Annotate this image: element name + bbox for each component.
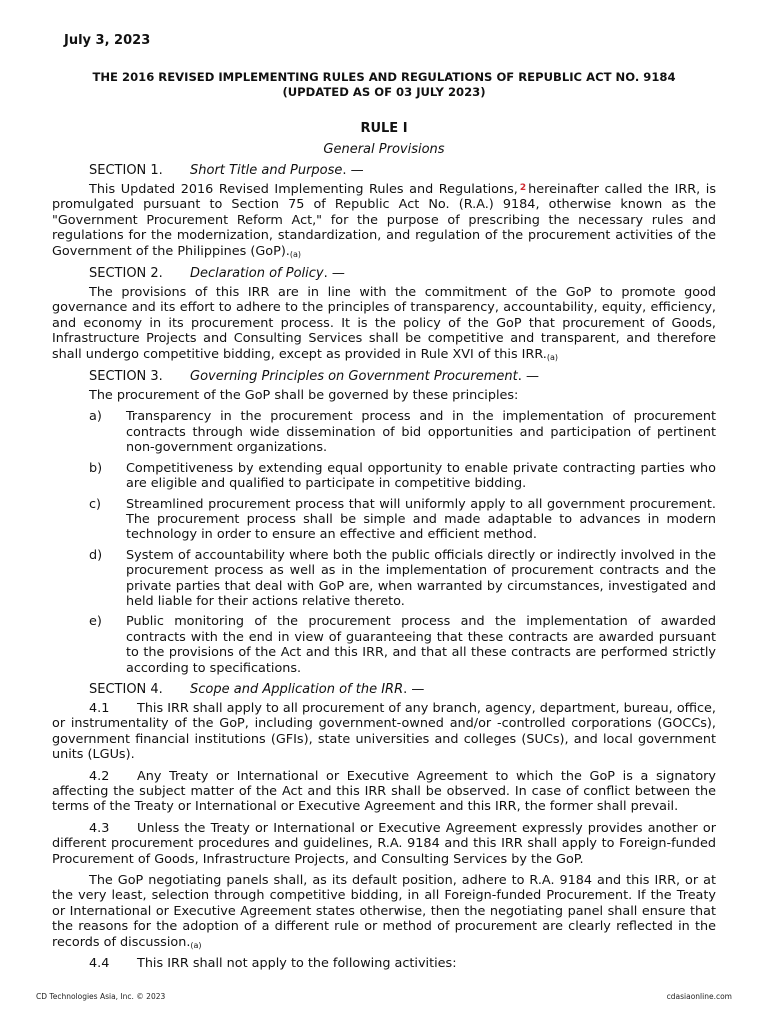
subsection-4-1 xyxy=(52,701,716,763)
section-3-intro xyxy=(52,388,716,403)
annotation: (a) xyxy=(289,249,302,259)
list-text: Streamlined procurement process that will uniformly apply to all government procurement. The procurement process shall be simple and made adaptable to advances in modern technology in order to ensure an effective and efficient method. xyxy=(126,496,716,543)
title-line-2: (UPDATED AS OF 03 JULY 2023) xyxy=(282,84,486,99)
para-text: The provisions of this IRR are in line with the commitment of the GoP to promote good governance and its effort to adhere to the principles of transparency, accountability, equity, efficiency, and economy in its procurement process. It is the policy of the GoP that procurement of Goods, Infrastructure Projects and Consulting Services shall be competitive and transparent, and therefore shall undergo competitive bidding, except as provided in Rule XVI of this IRR. xyxy=(52,285,716,362)
list-marker: d) xyxy=(89,547,103,563)
para-text: The procurement of the GoP shall be governed by these principles: xyxy=(89,388,519,404)
section-title: Short Title and Purpose xyxy=(190,163,343,178)
subsection-4-2 xyxy=(52,769,716,815)
rule-heading: RULE I xyxy=(360,121,408,136)
subsection-number: 4.4 xyxy=(89,956,110,972)
document-date: July 3, 2023 xyxy=(64,33,151,48)
para-text: Unless the Treaty or International or Executive Agreement expressly provides another or different procurement procedures and guidelines, R.A. 9184 and this IRR shall apply to Foreign-funded Procurement of Goods, Infrastructure Projects, and Consulting Services by the GoP. xyxy=(52,820,716,867)
subsection-number: 4.2 xyxy=(89,768,110,784)
section-title: Scope and Application of the IRR xyxy=(190,681,404,697)
section-title: Declaration of Policy xyxy=(190,266,324,282)
document-body xyxy=(52,162,716,977)
list-marker: a) xyxy=(89,409,102,425)
section-label: SECTION 4. xyxy=(89,681,163,697)
section-label: SECTION 2. xyxy=(89,266,163,282)
subsection-4-3 xyxy=(52,821,716,867)
subsection-number: 4.3 xyxy=(89,820,110,836)
annotation: (a) xyxy=(546,352,559,362)
list-item xyxy=(89,409,716,455)
subsection-4-4 xyxy=(52,956,716,971)
section-label: SECTION 1. xyxy=(89,163,163,178)
para-text: This IRR shall apply to all procurement of any branch, agency, department, bureau, office, or instrumentality of the GoP, including government-owned and/or -controlled corporations (GOCCs), government financial institutions (GFIs), state universities and colleges (SUCs), and local government units (LGUs). xyxy=(52,700,716,763)
section-label: SECTION 3. xyxy=(89,369,163,385)
footer-site[interactable]: cdasiaonline.com xyxy=(666,992,732,1001)
list-item xyxy=(89,497,716,543)
para-text: hereinafter called the IRR, is promulgated pursuant to Section 75 of Republic Act No. (R.A.) 9184, otherwise known as the "Government Procurement Reform Act," for the purpose of prescribing the necessary rules and regulations for the modernization, standardization, and regulation of the procurement activities of the Government of the Philippines (GoP). xyxy=(52,182,716,259)
rule-subtitle: General Provisions xyxy=(323,142,445,157)
section-title: Governing Principles on Government Procurement xyxy=(190,369,518,385)
section-3-heading xyxy=(52,368,716,388)
document-title xyxy=(52,70,716,99)
section-dash: . — xyxy=(517,369,539,385)
para-text: This IRR shall not apply to the following activities: xyxy=(137,956,457,972)
section-4-heading xyxy=(52,681,716,701)
list-item xyxy=(89,548,716,610)
list-marker: b) xyxy=(89,460,103,476)
principles-list xyxy=(89,409,716,676)
section-1-heading xyxy=(52,162,716,182)
subsection-number: 4.1 xyxy=(89,700,110,716)
section-2-heading xyxy=(52,265,716,285)
list-text: Transparency in the procurement process and in the implementation of procurement contracts through wide dissemination of bid opportunities and participation of pertinent non-government organizations. xyxy=(126,409,716,456)
para-text: This Updated 2016 Revised Implementing Rules and Regulations, xyxy=(89,182,518,197)
section-dash: . — xyxy=(403,681,425,697)
list-item xyxy=(89,614,716,676)
section-dash: . — xyxy=(323,266,345,282)
para-text: The GoP negotiating panels shall, as its default position, adhere to R.A. 9184 and this IRR, or at the very least, selection through competitive bidding, in all Foreign-funded Procurement. If the Treaty or International or Executive Agreement states otherwise, then the negotiating panel shall ensure that the reasons for the adoption of a different rule or method of procurement are clearly reflected in the records of discussion. xyxy=(52,873,716,950)
list-text: System of accountability where both the public officials directly or indirectly involved in the procurement process as well as in the implementation of procurement contracts and the private parties that deal with GoP are, when warranted by circumstances, investigated and held liable for their actions relative thereto. xyxy=(126,547,716,609)
section-2-paragraph xyxy=(52,285,716,362)
list-marker: c) xyxy=(89,496,102,512)
title-line-1: THE 2016 REVISED IMPLEMENTING RULES AND REGULATIONS OF REPUBLIC ACT NO. 9184 xyxy=(92,70,676,84)
footnote-ref[interactable]: 2 xyxy=(519,183,527,193)
subsection-4-3-continuation xyxy=(52,873,716,950)
annotation: (a) xyxy=(190,940,202,950)
list-text: Public monitoring of the procurement process and the implementation of awarded contracts with the end in view of guaranteeing that these contracts are awarded pursuant to the provisions of the Act and this IRR, and that all these contracts are performed strictly according to specifications. xyxy=(126,614,716,676)
para-text: Any Treaty or International or Executive Agreement to which the GoP is a signatory affecting the subject matter of the Act and this IRR shall be observed. In case of conflict between the terms of the Treaty or International or Executive Agreement and this IRR, the former shall prevail. xyxy=(52,768,716,815)
section-1-paragraph xyxy=(52,182,716,259)
section-dash: . — xyxy=(342,163,364,178)
footer-copyright: CD Technologies Asia, Inc. © 2023 xyxy=(36,992,166,1001)
list-item xyxy=(89,461,716,492)
list-text: Competitiveness by extending equal opportunity to enable private contracting parties who are eligible and qualified to participate in competitive bidding. xyxy=(126,460,716,492)
list-marker: e) xyxy=(89,614,102,630)
